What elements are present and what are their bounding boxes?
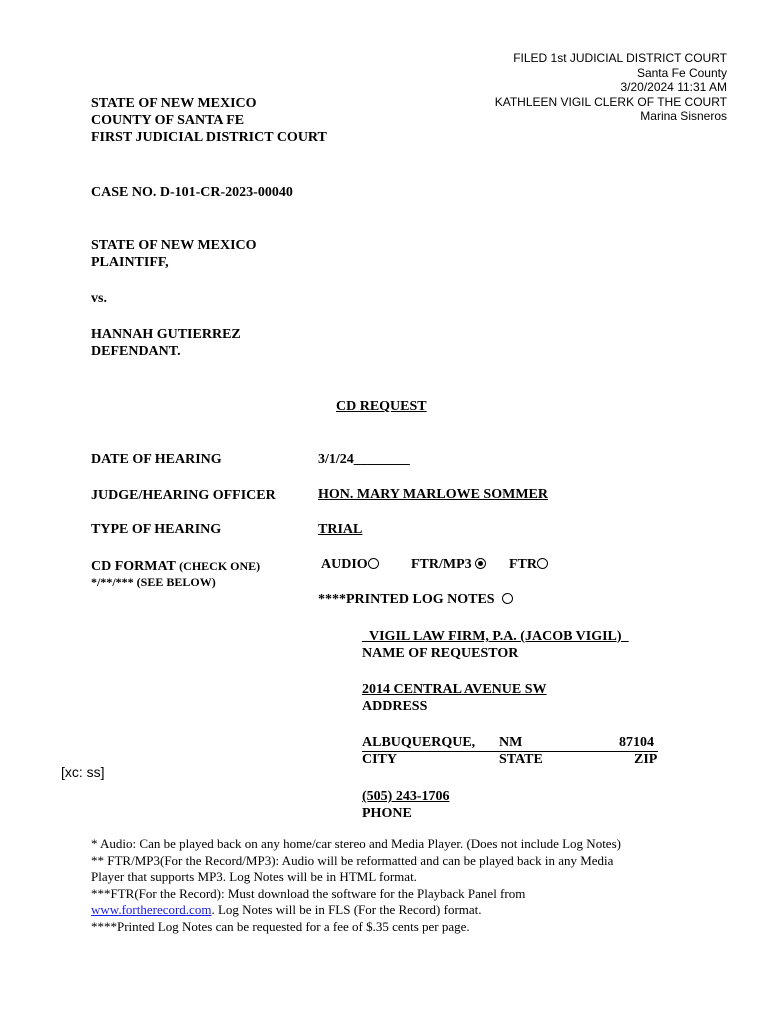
date-of-hearing-value: 3/1/24________ (318, 452, 410, 467)
cd-format-text: CD FORMAT (91, 559, 176, 574)
format-option-audio[interactable] (321, 556, 379, 573)
plaintiff-block (91, 237, 257, 271)
cd-format-label (91, 558, 260, 575)
zip-value: 87104 (619, 735, 654, 750)
stamp-court: FILED 1st JUDICIAL DISTRICT COURT (513, 51, 727, 65)
court-state: STATE OF NEW MEXICO (91, 96, 257, 111)
address-value: 2014 CENTRAL AVENUE SW (362, 682, 547, 697)
cd-format-check-one: (CHECK ONE) (179, 559, 261, 573)
ftr-mp3-radio[interactable] (475, 558, 486, 569)
city-value: ALBUQUERQUE, (362, 735, 476, 750)
stamp-datetime: 3/20/2024 11:31 AM (620, 80, 727, 94)
state-value: NM (499, 735, 523, 750)
filing-stamp (495, 51, 727, 124)
defendant-block (91, 326, 241, 360)
copy-notation: [xc: ss] (61, 764, 105, 780)
versus: vs. (91, 291, 107, 306)
note-printed-log: ****Printed Log Notes can be requested for a fee of $.35 cents per page. (91, 918, 470, 934)
hearing-type-value: TRIAL (318, 522, 363, 537)
note-ftr-mp3-cont: Player that supports MP3. Log Notes will be in HTML format. (91, 869, 417, 884)
note-ftr-link-line (91, 902, 671, 919)
plaintiff-role: PLAINTIFF, (91, 255, 169, 270)
stamp-county: Santa Fe County (636, 65, 727, 80)
date-of-hearing-label: DATE OF HEARING (91, 452, 222, 467)
stamp-clerk: KATHLEEN VIGIL CLERK OF THE COURT (494, 94, 727, 109)
court-district: FIRST JUDICIAL DISTRICT COURT (91, 130, 327, 145)
ftr-radio[interactable] (537, 558, 548, 569)
audio-label: AUDIO (321, 557, 368, 572)
judge-label: JUDGE/HEARING OFFICER (91, 488, 276, 503)
defendant-role: DEFENDANT. (91, 344, 181, 359)
address-label: ADDRESS (362, 699, 428, 714)
format-option-printed-log[interactable] (318, 591, 513, 608)
judge-value: HON. MARY MARLOWE SOMMER (318, 487, 548, 502)
court-caption (91, 95, 327, 146)
zip-label: ZIP (634, 752, 658, 767)
ftr-label: FTR (509, 557, 537, 572)
phone-value: (505) 243-1706 (362, 789, 450, 804)
audio-radio[interactable] (368, 558, 379, 569)
format-notes (91, 836, 671, 935)
note-ftr-format: . Log Notes will be in FLS (For the Record) format. (211, 902, 482, 917)
hearing-type-label: TYPE OF HEARING (91, 522, 222, 537)
phone-label: PHONE (362, 806, 412, 821)
plaintiff-name: STATE OF NEW MEXICO (91, 238, 257, 253)
requestor-name-value: _VIGIL LAW FIRM, P.A. (JACOB VIGIL)_ (362, 629, 629, 644)
note-ftr-mp3: ** FTR/MP3(For the Record/MP3): Audio will be reformatted and can be played back in any Media (91, 852, 614, 868)
note-ftr: ***FTR(For the Record): Must download the software for the Playback Panel from (91, 885, 526, 901)
ftr-mp3-label: FTR/MP3 (411, 557, 472, 572)
document-title: CD REQUEST (336, 399, 427, 414)
cd-format-see-below: */**/*** (SEE BELOW) (91, 575, 216, 589)
note-audio: * Audio: Can be played back on any home/car stereo and Media Player. (Does not include Log Notes) (91, 836, 621, 851)
format-option-ftr-mp3[interactable] (411, 556, 486, 573)
format-option-ftr[interactable] (509, 556, 548, 573)
case-number: CASE NO. D-101-CR-2023-00040 (91, 185, 293, 200)
requestor-name-label: NAME OF REQUESTOR (362, 646, 519, 661)
city-label: CITY (362, 752, 398, 767)
printed-log-label: ****PRINTED LOG NOTES (318, 592, 495, 607)
state-label: STATE (499, 752, 543, 767)
printed-log-radio[interactable] (502, 593, 513, 604)
court-county: COUNTY OF SANTA FE (91, 113, 245, 128)
fortherecord-link[interactable]: www.fortherecord.com (91, 902, 212, 917)
stamp-deputy: Marina Sisneros (640, 109, 727, 123)
defendant-name: HANNAH GUTIERREZ (91, 327, 241, 342)
